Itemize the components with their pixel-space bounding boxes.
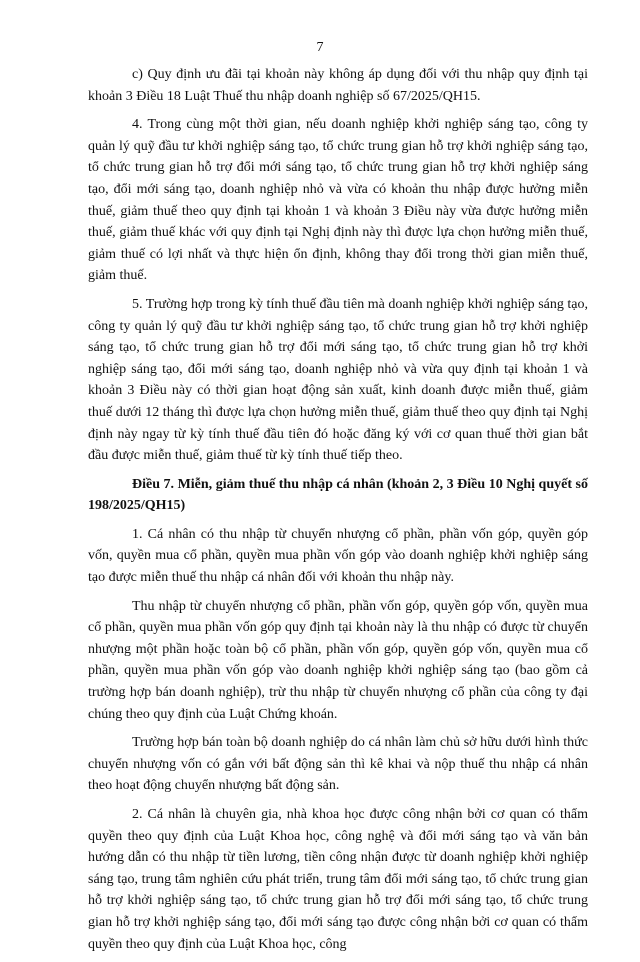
paragraph-4: 4. Trong cùng một thời gian, nếu doanh nghiệp khởi nghiệp sáng tạo, công ty quản lý quỹ đầu tư khởi nghiệp sáng tạo, tổ chức trung gian hỗ trợ khởi nghiệp sáng tạo, tổ chức trung gian hỗ trợ đổi mới sáng tạo, tổ chức trung gian hỗ trợ khởi nghiệp sáng tạo, đổi mới sáng tạo, doanh nghiệp nhỏ và vừa có khoản thu nhập được hưởng miễn thuế, giảm thuế theo quy định tại khoản 1 và khoản 3 Điều này vừa được hưởng miễn thuế, giảm thuế khác với quy định tại Nghị định này thì được lựa chọn hưởng miễn thuế, giảm thuế có lợi nhất và thực hiện ổn định, không thay đổi trong thời gian miễn thuế, giảm thuế.	[88, 117, 588, 284]
article-7-heading: Điều 7. Miễn, giảm thuế thu nhập cá nhân (khoản 2, 3 Điều 10 Nghị quyết số 198/2025/QH15)	[88, 476, 588, 514]
paragraph-3c: c) Quy định ưu đãi tại khoản này không áp dụng đối với thu nhập quy định tại khoản 3 Điều 18 Luật Thuế thu nhập doanh nghiệp số 67/2025/QH15.	[88, 67, 588, 104]
paragraph-5: 5. Trường hợp trong kỳ tính thuế đầu tiên mà doanh nghiệp khởi nghiệp sáng tạo, công ty quản lý quỹ đầu tư khởi nghiệp sáng tạo, tổ chức trung gian hỗ trợ khởi nghiệp sáng tạo, tổ chức trung gian hỗ trợ đổi mới sáng tạo, tổ chức trung gian hỗ trợ khởi nghiệp sáng tạo, đổi mới sáng tạo, doanh nghiệp nhỏ và vừa quy định tại khoản 1 và khoản 3 Điều này có thời gian hoạt động sản xuất, kinh doanh được miễn thuế, giảm thuế dưới 12 tháng thì được lựa chọn hưởng miễn thuế, giảm thuế theo quy định tại Nghị định này ngay từ kỳ tính thuế đầu tiên đó hoặc đăng ký với cơ quan thuế thời gian bắt đầu được miễn thuế, giảm thuế từ kỳ tính thuế tiếp theo.	[88, 296, 588, 464]
page-number: 7	[316, 40, 324, 55]
article-7-paragraph-1: 1. Cá nhân có thu nhập từ chuyển nhượng cổ phần, phần vốn góp, quyền góp vốn, quyền mua cổ phần, quyền mua phần vốn góp vào doanh nghiệp khởi nghiệp sáng tạo được miễn thuế thu nhập cá nhân đối với khoản thu nhập này.	[88, 526, 588, 586]
article-7-paragraph-1-detail: Thu nhập từ chuyển nhượng cổ phần, phần vốn góp, quyền góp vốn, quyền mua cổ phần, quyền mua phần vốn góp quy định tại khoản này là thu nhập có được từ chuyển nhượng một phần hoặc toàn bộ cổ phần, phần vốn góp, quyền góp vốn, quyền mua cổ phần, quyền mua phần vốn góp vào doanh nghiệp khởi nghiệp sáng tạo (bao gồm cả trường hợp bán doanh nghiệp), trừ thu nhập từ chuyển nhượng cổ phần của công ty đại chúng theo quy định của Luật Chứng khoán.	[88, 598, 588, 722]
article-7-paragraph-1-note: Trường hợp bán toàn bộ doanh nghiệp do cá nhân làm chủ sở hữu dưới hình thức chuyển nhượng vốn có gắn với bất động sản thì kê khai và nộp thuế thu nhập cá nhân theo hoạt động chuyển nhượng bất động sản.	[88, 735, 588, 794]
article-7-paragraph-2: 2. Cá nhân là chuyên gia, nhà khoa học được công nhận bởi cơ quan có thẩm quyền theo quy định của Luật Khoa học, công nghệ và đổi mới sáng tạo và văn bản hướng dẫn có thu nhập từ tiền lương, tiền công nhận được từ doanh nghiệp khởi nghiệp sáng tạo, trung tâm nghiên cứu phát triển, trung tâm đổi mới sáng tạo, tổ chức trung gian hỗ trợ khởi nghiệp sáng tạo, tổ chức trung gian hỗ trợ đổi mới sáng tạo, tổ chức trung gian hỗ trợ khởi nghiệp sáng tạo, đổi mới sáng tạo được công nhận bởi cơ quan có thẩm quyền theo quy định của Luật Khoa học, công	[88, 807, 588, 952]
document-body	[88, 64, 588, 962]
